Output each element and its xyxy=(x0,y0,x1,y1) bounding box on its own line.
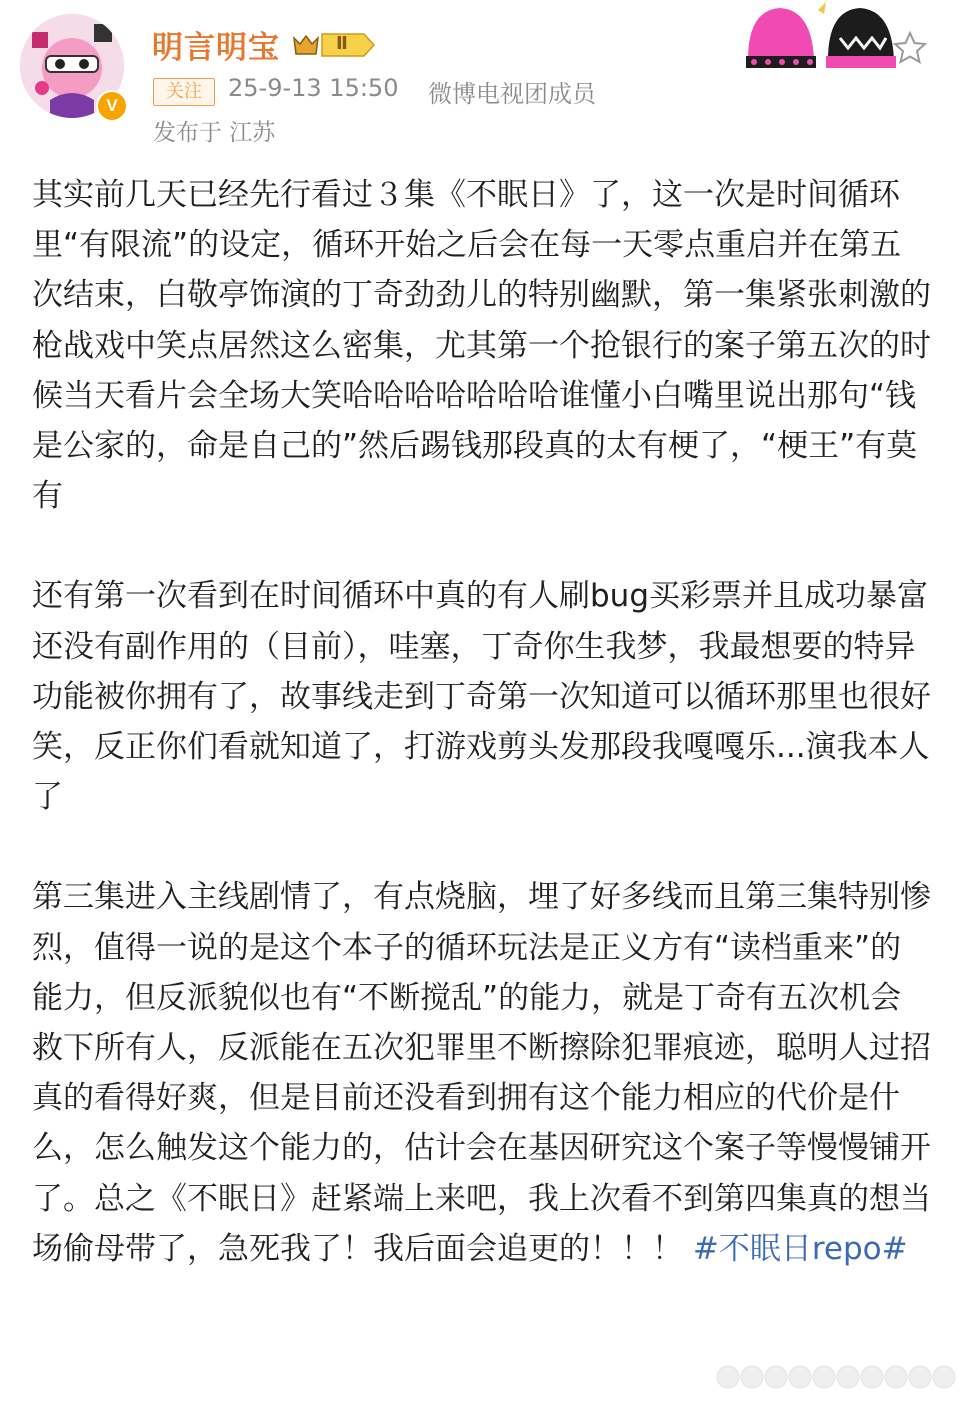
hashtag-link[interactable]: #不眠日repo# xyxy=(692,1230,908,1267)
crown-icon xyxy=(292,30,376,60)
post-content xyxy=(32,170,932,1324)
post-timestamp: 25-9-13 15:50 xyxy=(228,74,399,102)
avatar[interactable] xyxy=(20,14,132,126)
post-paragraph-1: 其实前几天已经先行看过３集《不眠日》了，这一次是时间循环里“有限流”的设定，循环开始之后会在每一天零点重启并在第五次结束，白敬亭饰演的丁奇劲劲儿的特别幽默，第一集紧张刺激的枪战戏中笑点居然这么密集，尤其第一个抢银行的案子第五次的时候当天看片会全场大笑哈哈哈哈哈哈哈谁懂小白嘴里说出那句“钱是公家的，命是自己的”然后踢钱那段真的太有梗了，“梗王”有莫有 xyxy=(32,177,931,515)
decoration-stickers xyxy=(744,0,904,74)
footer-decoration xyxy=(716,1364,956,1390)
level-number: Ⅱ xyxy=(336,33,348,54)
post-paragraph-3-text: 第三集进入主线剧情了，有点烧脑，埋了好多线而且第三集特别惨烈，值得一说的是这个本子的循环玩法是正义方有“读档重来”的能力，但反派貌似也有“不断搅乱”的能力，就是丁奇有五次机会救下所有人，反派能在五次犯罪里不断擦除犯罪痕迹，聪明人过招真的看得好爽，但是目前还没看到拥有这个能力相应的代价是什么，怎么触发这个能力的，估计会在基因研究这个案子等慢慢铺开了。总之《不眠日》赶紧端上来吧，我上次看不到第四集真的想当场偷母带了，急死我了！我后面会追更的！！！ xyxy=(32,879,931,1267)
user-source-tag: 微博电视团成员 xyxy=(428,80,596,108)
post-paragraph-3 xyxy=(32,872,932,1274)
post-header xyxy=(0,0,960,160)
verified-badge-icon: V xyxy=(96,90,128,122)
post-paragraph-2: 还有第一次看到在时间循环中真的有人刷bug买彩票并且成功暴富还没有副作用的（目前），哇塞，丁奇你生我梦，我最想要的特异功能被你拥有了，故事线走到丁奇第一次知道可以循环那里也很好笑，反正你们看就知道了，打游戏剪头发那段我嘎嘎乐...演我本人了 xyxy=(32,578,931,816)
follow-button[interactable]: 关注 xyxy=(153,78,215,106)
post-location: 发布于 江苏 xyxy=(153,120,276,146)
favorite-star-icon[interactable] xyxy=(892,30,928,66)
user-name[interactable]: 明言明宝 xyxy=(152,30,280,66)
user-level-badge xyxy=(292,30,376,60)
